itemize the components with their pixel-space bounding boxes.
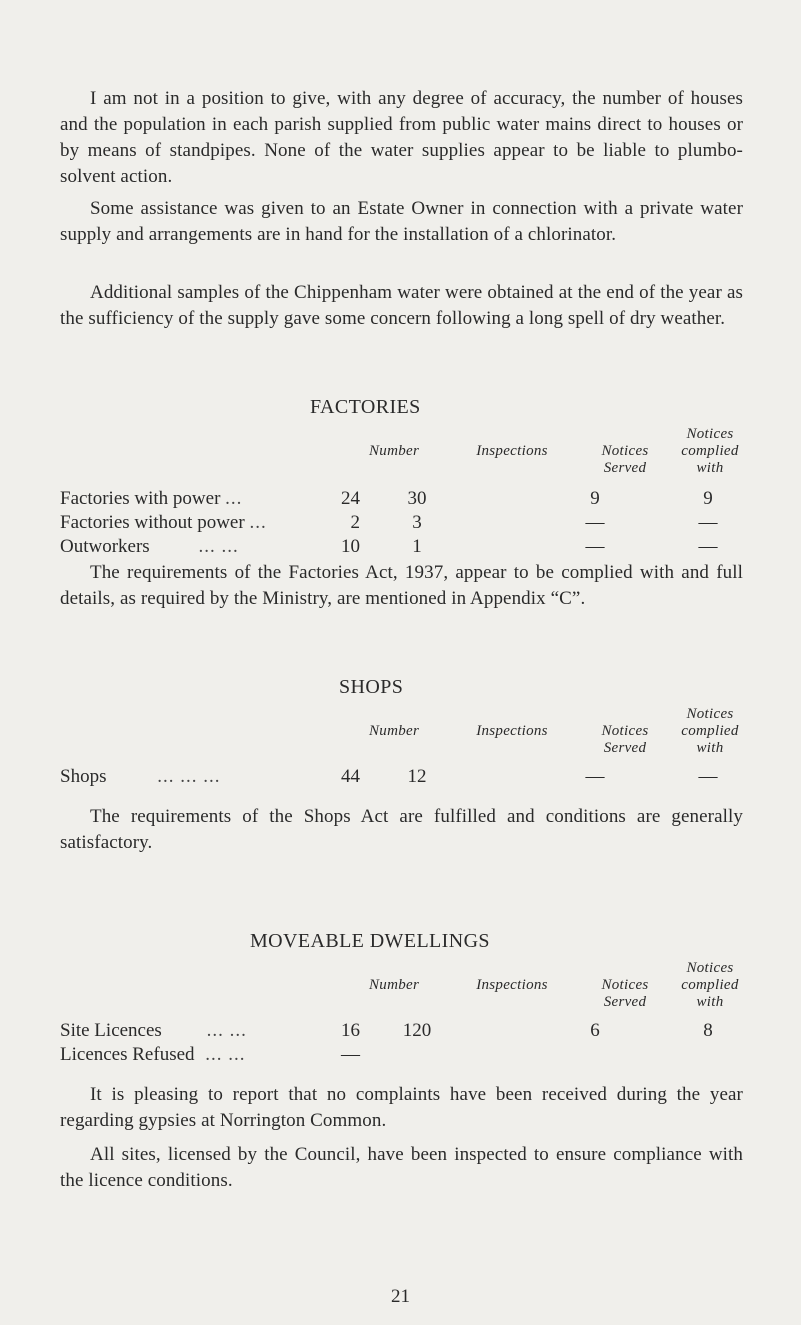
cell-number: 10 xyxy=(341,536,360,557)
leader-dots: ... ... xyxy=(198,536,239,557)
cell-inspections: 3 xyxy=(412,512,422,533)
row-label: Licences Refused xyxy=(60,1044,195,1065)
shops-header-served: Notices Served xyxy=(601,723,649,756)
cell-served: 9 xyxy=(590,488,600,509)
moveable-note-sites: All sites, licensed by the Council, have been inspected to ensure compliance with the licence conditions. xyxy=(60,1144,743,1191)
cell-complied: — xyxy=(698,536,718,557)
shops-header-complied: Notices complied with xyxy=(681,706,739,756)
shops-header-inspections: Inspections xyxy=(476,723,548,739)
shops-header-number: Number xyxy=(369,723,420,739)
moveable-header-served: Notices Served xyxy=(601,977,649,1010)
leader-dots: ... xyxy=(249,512,267,533)
factories-header-number: Number xyxy=(369,443,420,459)
leader-dots: ... ... xyxy=(205,1044,246,1065)
cell-inspections: 1 xyxy=(412,536,422,557)
table-row xyxy=(60,1044,760,1068)
leader-dots: ... ... xyxy=(206,1020,247,1041)
cell-number: 24 xyxy=(341,488,360,509)
leader-dots: ... xyxy=(225,488,243,509)
moveable-note-gypsies: It is pleasing to report that no complaints have been received during the year regarding gypsies at Norrington Common. xyxy=(60,1084,743,1131)
leader-dots: ... ... ... xyxy=(157,766,221,787)
cell-number: 2 xyxy=(350,512,360,533)
factories-note: The requirements of the Factories Act, 1937, appear to be complied with and full details, as required by the Ministry, are mentioned in Appendix “C”. xyxy=(60,562,743,609)
row-label: Outworkers xyxy=(60,536,150,557)
cell-number: 16 xyxy=(341,1020,360,1041)
cell-inspections: 120 xyxy=(402,1020,432,1041)
cell-complied: 8 xyxy=(703,1020,713,1041)
row-label: Factories with power xyxy=(60,488,221,509)
row-label: Shops xyxy=(60,766,107,787)
cell-served: — xyxy=(585,766,605,787)
moveable-header-complied: Notices complied with xyxy=(681,960,739,1010)
table-row xyxy=(60,512,760,536)
table-row xyxy=(60,766,760,790)
moveable-header-inspections: Inspections xyxy=(476,977,548,993)
table-row xyxy=(60,536,760,560)
cell-served: 6 xyxy=(590,1020,600,1041)
row-label: Site Licences xyxy=(60,1020,162,1041)
paragraph-chippenham: Additional samples of the Chippenham water were obtained at the end of the year as the sufficiency of the supply gave some concern following a long spell of dry weather. xyxy=(60,282,743,329)
cell-served: — xyxy=(585,536,605,557)
cell-number: 44 xyxy=(341,766,360,787)
cell-number: — xyxy=(341,1044,360,1065)
table-row xyxy=(60,1020,760,1044)
factories-heading: FACTORIES xyxy=(310,396,421,418)
table-row xyxy=(60,488,760,512)
cell-complied: — xyxy=(698,512,718,533)
factories-header-complied: Notices complied with xyxy=(681,426,739,476)
cell-inspections: 30 xyxy=(407,488,427,509)
moveable-dwellings-heading: MOVEABLE DWELLINGS xyxy=(250,930,490,952)
shops-note: The requirements of the Shops Act are fulfilled and conditions are generally satisfactory. xyxy=(60,806,743,853)
moveable-header-number: Number xyxy=(369,977,420,993)
row-label: Factories without power xyxy=(60,512,245,533)
factories-header-served: Notices Served xyxy=(601,443,649,476)
factories-header-inspections: Inspections xyxy=(476,443,548,459)
cell-complied: 9 xyxy=(703,488,713,509)
cell-complied: — xyxy=(698,766,718,787)
cell-served: — xyxy=(585,512,605,533)
paragraph-estate-owner: Some assistance was given to an Estate Owner in connection with a private water supply and arrangements are in hand for the installation of a chlorinator. xyxy=(60,198,743,245)
shops-heading: SHOPS xyxy=(339,676,404,698)
page-number: 21 xyxy=(391,1286,410,1307)
paragraph-water-mains: I am not in a position to give, with any degree of accuracy, the number of houses and the population in each parish supplied from public water mains direct to houses or by means of standpipes. None of the water supplies appear to be liable to plumbo-solvent action. xyxy=(60,88,743,187)
cell-inspections: 12 xyxy=(407,766,427,787)
